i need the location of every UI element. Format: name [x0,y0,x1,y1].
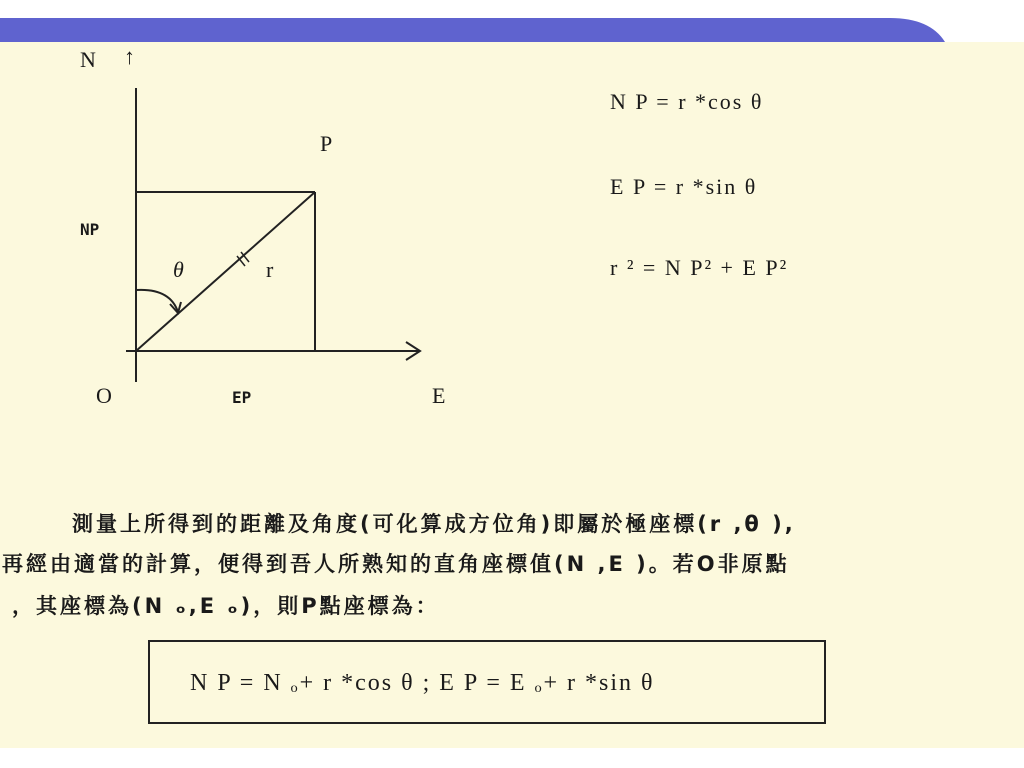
boxed-formula-text: N P = N ₒ+ r *cos θ ; E P = E ₒ+ r *sin θ [190,670,655,696]
paragraph-line-1: 測量上所得到的距離及角度(可化算成方位角)即屬於極座標(r ,θ ), [72,512,796,536]
origin-label: O [96,383,112,408]
formula-r-squared: r ² = N P² + E P² [610,255,789,280]
ep-label: EP [232,388,252,407]
boxed-formula [148,640,826,724]
theta-arc [136,290,178,312]
point-p-label: P [320,131,333,156]
radius-line [136,192,315,351]
formula-np: N P = r *cos θ [610,89,764,114]
paragraph-line-3: ，其座標為(N ₒ,E ₒ)，則P點座標為： [12,594,440,618]
north-arrow-icon: ↑ [124,44,135,69]
r-label: r [266,257,274,282]
theta-label: θ [173,257,184,282]
np-label: NP [80,220,100,239]
north-label: N [80,47,96,72]
formula-ep: E P = r *sin θ [610,174,758,199]
east-label: E [432,383,446,408]
paragraph-line-2: 再經由適當的計算，便得到吾人所熟知的直角座標值(N ,E )。若O非原點 [2,552,790,576]
